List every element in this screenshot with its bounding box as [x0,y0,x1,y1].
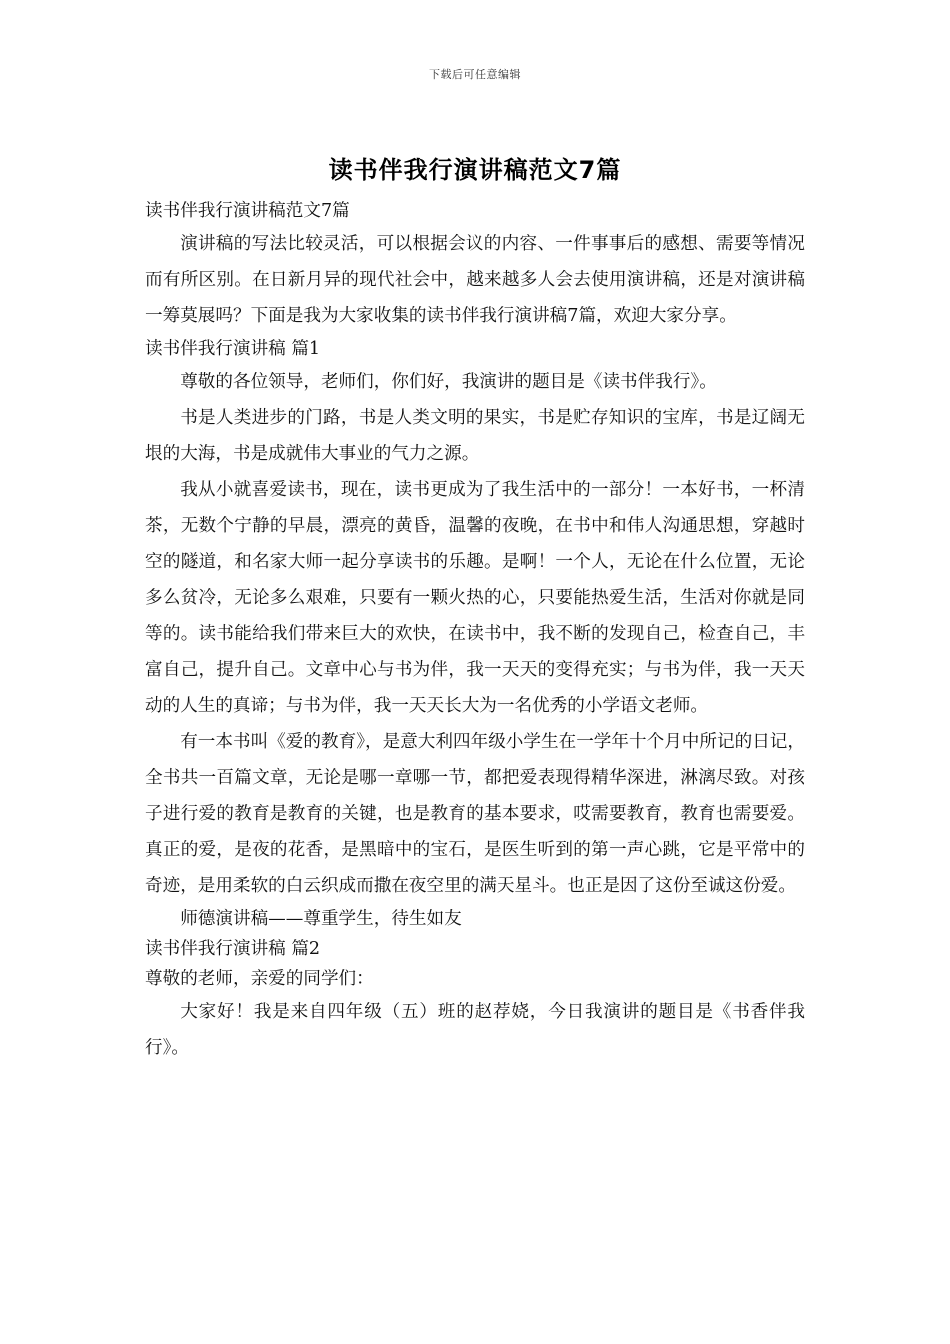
document-body [145,196,805,1066]
document-subtitle: 读书伴我行演讲稿范文7篇 [145,201,350,221]
page-title: 读书伴我行演讲稿范文7篇 [328,156,622,184]
section-heading-1: 读书伴我行演讲稿 篇1 [145,339,321,359]
paragraph: 有一本书叫《爱的教育》，是意大利四年级小学生在一学年十个月中所记的日记，全书共一百篇文章，无论是哪一章哪一节，都把爱表现得精华深进，淋漓尽致。对孩子进行爱的教育是教育的关键，也是教育的基本要求，哎需要教育，教育也需要爱。真正的爱，是夜的花香，是黑暗中的宝石，是医生听到的第一声心跳，它是平常中的奇迹，是用柔软的白云织成而撒在夜空里的满天星斗。也正是因了这份至诚这份爱。 [145,732,805,896]
paragraph: 我从小就喜爱读书，现在，读书更成为了我生活中的一部分！一本好书，一杯清茶，无数个宁静的早晨，漂亮的黄昏，温馨的夜晚，在书中和伟人沟通思想，穿越时空的隧道，和名家大师一起分享读书的乐趣。是啊！一个人，无论在什么位置，无论多么贫冷，无论多么艰难，只要有一颗火热的心，只要能热爱生活，生活对你就是同等的。读书能给我们带来巨大的欢快，在读书中，我不断的发现自己，检查自己，丰富自己，提升自己。文章中心与书为伴，我一天天的变得充实；与书为伴，我一天天动的人生的真谛；与书为伴，我一天天长大为一名优秀的小学语文老师。 [145,480,805,716]
paragraph: 尊敬的各位领导，老师们，你们好，我演讲的题目是《读书伴我行》。 [180,372,717,392]
paragraph-quote: 师德演讲稿——尊重学生，待生如友 [180,909,462,929]
header-note: 下载后可任意编辑 [429,68,521,81]
paragraph: 大家好！我是来自四年级（五）班的赵荐娆，今日我演讲的题目是《书香伴我行》。 [145,1002,805,1058]
section-heading-2: 读书伴我行演讲稿 篇2 [145,939,321,959]
paragraph-intro: 演讲稿的写法比较灵活，可以根据会议的内容、一件事事后的感想、需要等情况而有所区别。在日新月异的现代社会中，越来越多人会去使用演讲稿，还是对演讲稿一筹莫展吗？下面是我为大家收集的读书伴我行演讲稿7篇，欢迎大家分享。 [145,234,805,326]
paragraph: 书是人类进步的门路，书是人类文明的果实，书是贮存知识的宝库，书是辽阔无垠的大海，书是成就伟大事业的气力之源。 [145,408,805,464]
salutation: 尊敬的老师，亲爱的同学们： [145,969,374,989]
